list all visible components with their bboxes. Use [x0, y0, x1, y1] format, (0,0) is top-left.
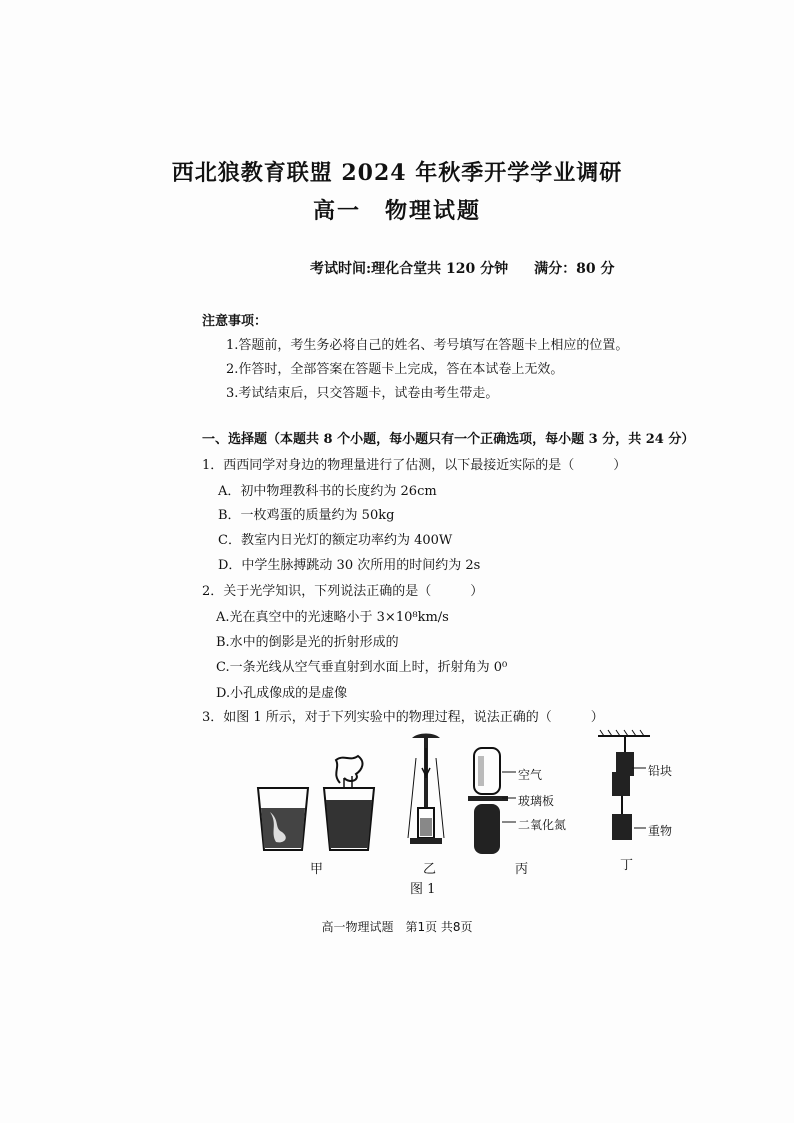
page-footer: 高一物理试题 第1页 共8页: [321, 920, 473, 934]
cup-with-ice-illustration: [258, 788, 308, 850]
sub-label-ding: 丁: [620, 858, 634, 873]
label-no2: 二氧化氮: [518, 818, 567, 832]
question-2-option-d: D.小孔成像成的是虚像: [216, 686, 348, 701]
question-1-option-b: B．一枚鸡蛋的质量约为 50kg: [218, 508, 395, 523]
label-glass-plate: 玻璃板: [518, 794, 555, 808]
gas-diffusion-jars-illustration: [468, 748, 516, 854]
section-heading: 一、选择题（本题共 8 个小题，每小题只有一个正确选项，每小题 3 分，共 24 分）: [202, 432, 695, 447]
label-air: 空气: [518, 768, 543, 782]
sub-label-bing: 丙: [515, 862, 529, 877]
question-3-stem: 3．如图 1 所示，对于下列实验中的物理过程，说法正确的（ ）: [202, 710, 604, 725]
lead-blocks-illustration: [598, 730, 650, 840]
note-item: 1.答题前，考生务必将自己的姓名、考号填写在答题卡上相应的位置。: [226, 338, 629, 353]
question-1-stem: 1．西西同学对身边的物理量进行了估测，以下最接近实际的是（ ）: [202, 458, 627, 473]
piston-cylinder-illustration: [408, 734, 444, 845]
cup-with-steam-illustration: [324, 756, 374, 850]
question-1-option-a: A．初中物理教科书的长度约为 26cm: [218, 484, 437, 499]
exam-info: [310, 258, 615, 278]
question-2-option-a: A.光在真空中的光速略小于 3×10⁸km/s: [216, 610, 449, 625]
note-item: 2.作答时，全部答案在答题卡上完成，答在本试卷上无效。: [226, 362, 564, 377]
question-1-option-c: C．教室内日光灯的额定功率约为 400W: [218, 533, 453, 548]
figure-caption: 图 1: [410, 882, 436, 897]
sub-label-yi: 乙: [423, 862, 437, 877]
exam-subtitle: 高一 物理试题: [312, 198, 481, 224]
question-2-option-c: C.一条光线从空气垂直射到水面上时，折射角为 0⁰: [216, 660, 508, 675]
note-item: 3.考试结束后，只交答题卡，试卷由考生带走。: [226, 386, 499, 401]
figure-1: [240, 728, 680, 888]
full-score: 满分：80 分: [534, 261, 615, 277]
question-2-option-b: B.水中的倒影是光的折射形成的: [216, 635, 399, 650]
sub-label-jia: 甲: [310, 862, 324, 877]
label-lead-block: 铅块: [648, 764, 673, 778]
label-weight: 重物: [648, 824, 673, 838]
exam-title: 西北狼教育联盟 2024 年秋季开学学业调研: [171, 160, 623, 186]
notes-title: 注意事项：: [202, 314, 268, 329]
question-2-stem: 2．关于光学知识，下列说法正确的是（ ）: [202, 584, 484, 599]
question-1-option-d: D．中学生脉搏跳动 30 次所用的时间约为 2s: [218, 558, 481, 573]
exam-time: 考试时间:理化合堂共 120 分钟: [310, 261, 509, 277]
